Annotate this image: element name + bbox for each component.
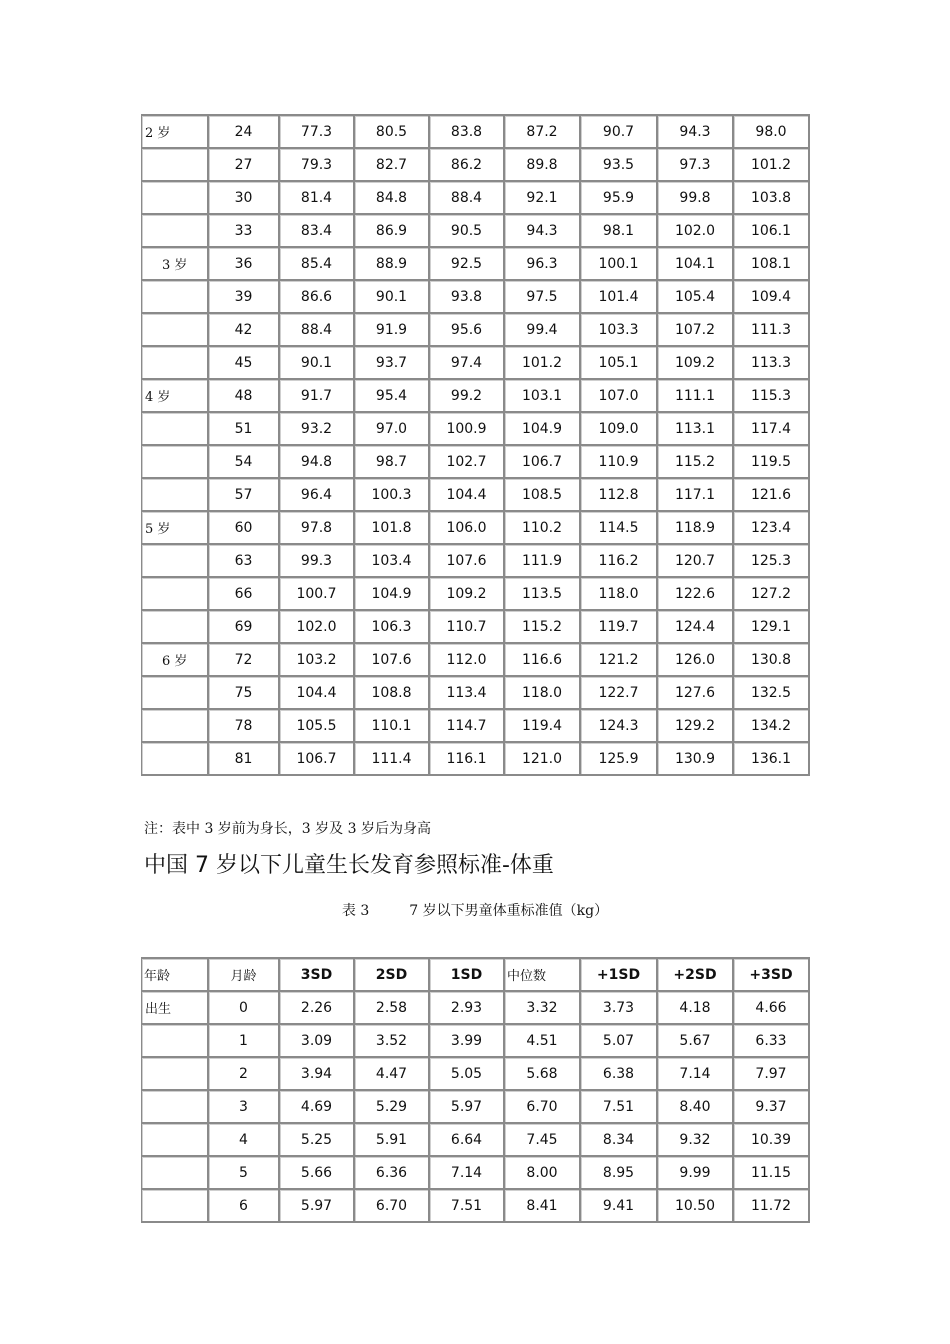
caption-label: 表 3 xyxy=(341,903,370,919)
table-caption xyxy=(0,900,950,920)
section-title: 中国 7 岁以下儿童生长发育参照标准-体重 xyxy=(144,853,554,878)
value-cell: 118.0 xyxy=(581,578,658,611)
value-cell: 86.9 xyxy=(355,215,430,248)
table-row xyxy=(142,215,810,248)
value-cell: 105.4 xyxy=(658,281,734,314)
month-age-cell: 81 xyxy=(209,743,280,776)
value-cell: 103.1 xyxy=(505,380,581,413)
header-plus-1sd: +1SD xyxy=(581,959,658,992)
age-cell xyxy=(142,677,209,710)
age-cell xyxy=(142,314,209,347)
value-cell: 3.32 xyxy=(505,992,581,1025)
value-cell: 100.1 xyxy=(581,248,658,281)
age-cell: 5 岁 xyxy=(142,512,209,545)
value-cell: 114.7 xyxy=(430,710,505,743)
value-cell: 77.3 xyxy=(280,116,355,149)
value-cell: 119.7 xyxy=(581,611,658,644)
value-cell: 10.50 xyxy=(658,1190,734,1223)
month-age-cell: 4 xyxy=(209,1124,280,1157)
age-cell xyxy=(142,413,209,446)
value-cell: 3.94 xyxy=(280,1058,355,1091)
value-cell: 5.91 xyxy=(355,1124,430,1157)
month-age-cell: 27 xyxy=(209,149,280,182)
age-cell xyxy=(142,182,209,215)
value-cell: 79.3 xyxy=(280,149,355,182)
table-row xyxy=(142,1190,810,1223)
value-cell: 118.9 xyxy=(658,512,734,545)
value-cell: 104.4 xyxy=(430,479,505,512)
value-cell: 93.5 xyxy=(581,149,658,182)
value-cell: 106.0 xyxy=(430,512,505,545)
age-cell xyxy=(142,743,209,776)
value-cell: 117.1 xyxy=(658,479,734,512)
month-age-cell: 69 xyxy=(209,611,280,644)
value-cell: 93.2 xyxy=(280,413,355,446)
value-cell: 99.3 xyxy=(280,545,355,578)
value-cell: 111.9 xyxy=(505,545,581,578)
value-cell: 85.4 xyxy=(280,248,355,281)
value-cell: 94.3 xyxy=(658,116,734,149)
value-cell: 124.4 xyxy=(658,611,734,644)
header-minus-2sd: 2SD xyxy=(355,959,430,992)
table-row xyxy=(142,578,810,611)
value-cell: 4.69 xyxy=(280,1091,355,1124)
value-cell: 8.41 xyxy=(505,1190,581,1223)
value-cell: 120.7 xyxy=(658,545,734,578)
value-cell: 7.51 xyxy=(430,1190,505,1223)
value-cell: 5.97 xyxy=(430,1091,505,1124)
table-row xyxy=(142,611,810,644)
age-cell xyxy=(142,281,209,314)
value-cell: 4.66 xyxy=(734,992,810,1025)
value-cell: 110.9 xyxy=(581,446,658,479)
value-cell: 104.4 xyxy=(280,677,355,710)
value-cell: 107.0 xyxy=(581,380,658,413)
value-cell: 7.51 xyxy=(581,1091,658,1124)
header-median: 中位数 xyxy=(505,959,581,992)
value-cell: 95.6 xyxy=(430,314,505,347)
age-cell xyxy=(142,1157,209,1190)
value-cell: 115.3 xyxy=(734,380,810,413)
month-age-cell: 0 xyxy=(209,992,280,1025)
table-row xyxy=(142,677,810,710)
value-cell: 99.4 xyxy=(505,314,581,347)
value-cell: 9.99 xyxy=(658,1157,734,1190)
value-cell: 96.3 xyxy=(505,248,581,281)
value-cell: 117.4 xyxy=(734,413,810,446)
table-row xyxy=(142,479,810,512)
table-row xyxy=(142,281,810,314)
value-cell: 88.4 xyxy=(430,182,505,215)
value-cell: 121.0 xyxy=(505,743,581,776)
age-cell: 出生 xyxy=(142,992,209,1025)
value-cell: 96.4 xyxy=(280,479,355,512)
value-cell: 110.1 xyxy=(355,710,430,743)
value-cell: 7.14 xyxy=(658,1058,734,1091)
value-cell: 101.4 xyxy=(581,281,658,314)
value-cell: 81.4 xyxy=(280,182,355,215)
month-age-cell: 45 xyxy=(209,347,280,380)
header-age: 年龄 xyxy=(142,959,209,992)
value-cell: 109.2 xyxy=(658,347,734,380)
value-cell: 97.3 xyxy=(658,149,734,182)
value-cell: 92.5 xyxy=(430,248,505,281)
value-cell: 110.7 xyxy=(430,611,505,644)
value-cell: 8.00 xyxy=(505,1157,581,1190)
value-cell: 95.4 xyxy=(355,380,430,413)
value-cell: 93.7 xyxy=(355,347,430,380)
value-cell: 113.3 xyxy=(734,347,810,380)
value-cell: 97.5 xyxy=(505,281,581,314)
value-cell: 113.4 xyxy=(430,677,505,710)
value-cell: 3.52 xyxy=(355,1025,430,1058)
age-cell: 2 岁 xyxy=(142,116,209,149)
value-cell: 113.5 xyxy=(505,578,581,611)
value-cell: 115.2 xyxy=(658,446,734,479)
value-cell: 98.1 xyxy=(581,215,658,248)
age-cell: 3 岁 xyxy=(142,248,209,281)
value-cell: 132.5 xyxy=(734,677,810,710)
value-cell: 100.7 xyxy=(280,578,355,611)
value-cell: 101.8 xyxy=(355,512,430,545)
value-cell: 106.3 xyxy=(355,611,430,644)
table-row xyxy=(142,1058,810,1091)
month-age-cell: 39 xyxy=(209,281,280,314)
month-age-cell: 36 xyxy=(209,248,280,281)
value-cell: 5.97 xyxy=(280,1190,355,1223)
month-age-cell: 48 xyxy=(209,380,280,413)
header-plus-2sd: +2SD xyxy=(658,959,734,992)
value-cell: 2.58 xyxy=(355,992,430,1025)
value-cell: 2.93 xyxy=(430,992,505,1025)
value-cell: 108.5 xyxy=(505,479,581,512)
table-row xyxy=(142,413,810,446)
value-cell: 108.1 xyxy=(734,248,810,281)
value-cell: 6.36 xyxy=(355,1157,430,1190)
value-cell: 9.41 xyxy=(581,1190,658,1223)
value-cell: 97.4 xyxy=(430,347,505,380)
value-cell: 10.39 xyxy=(734,1124,810,1157)
header-minus-3sd: 3SD xyxy=(280,959,355,992)
month-age-cell: 2 xyxy=(209,1058,280,1091)
table-row xyxy=(142,182,810,215)
height-standard-table xyxy=(141,114,810,776)
value-cell: 7.45 xyxy=(505,1124,581,1157)
table-row xyxy=(142,1124,810,1157)
value-cell: 111.4 xyxy=(355,743,430,776)
value-cell: 93.8 xyxy=(430,281,505,314)
month-age-cell: 33 xyxy=(209,215,280,248)
age-cell xyxy=(142,611,209,644)
value-cell: 119.5 xyxy=(734,446,810,479)
value-cell: 3.09 xyxy=(280,1025,355,1058)
age-cell xyxy=(142,1091,209,1124)
month-age-cell: 63 xyxy=(209,545,280,578)
value-cell: 134.2 xyxy=(734,710,810,743)
value-cell: 99.2 xyxy=(430,380,505,413)
value-cell: 122.6 xyxy=(658,578,734,611)
value-cell: 5.68 xyxy=(505,1058,581,1091)
age-cell xyxy=(142,347,209,380)
value-cell: 109.0 xyxy=(581,413,658,446)
value-cell: 6.70 xyxy=(355,1190,430,1223)
value-cell: 5.05 xyxy=(430,1058,505,1091)
value-cell: 129.2 xyxy=(658,710,734,743)
value-cell: 112.8 xyxy=(581,479,658,512)
value-cell: 2.26 xyxy=(280,992,355,1025)
value-cell: 105.5 xyxy=(280,710,355,743)
value-cell: 104.9 xyxy=(505,413,581,446)
value-cell: 104.1 xyxy=(658,248,734,281)
value-cell: 136.1 xyxy=(734,743,810,776)
value-cell: 90.1 xyxy=(280,347,355,380)
value-cell: 129.1 xyxy=(734,611,810,644)
header-plus-3sd: +3SD xyxy=(734,959,810,992)
table-row xyxy=(142,644,810,677)
value-cell: 5.25 xyxy=(280,1124,355,1157)
age-cell xyxy=(142,1124,209,1157)
value-cell: 107.6 xyxy=(430,545,505,578)
value-cell: 109.4 xyxy=(734,281,810,314)
value-cell: 111.3 xyxy=(734,314,810,347)
value-cell: 130.9 xyxy=(658,743,734,776)
value-cell: 105.1 xyxy=(581,347,658,380)
age-cell xyxy=(142,1025,209,1058)
value-cell: 9.32 xyxy=(658,1124,734,1157)
value-cell: 94.3 xyxy=(505,215,581,248)
month-age-cell: 24 xyxy=(209,116,280,149)
value-cell: 97.0 xyxy=(355,413,430,446)
table-row xyxy=(142,512,810,545)
value-cell: 83.4 xyxy=(280,215,355,248)
month-age-cell: 72 xyxy=(209,644,280,677)
weight-header-row xyxy=(142,959,810,992)
table-row xyxy=(142,347,810,380)
month-age-cell: 5 xyxy=(209,1157,280,1190)
caption-text: 7 岁以下男童体重标准值（kg） xyxy=(409,903,609,919)
value-cell: 104.9 xyxy=(355,578,430,611)
month-age-cell: 57 xyxy=(209,479,280,512)
month-age-cell: 54 xyxy=(209,446,280,479)
value-cell: 127.6 xyxy=(658,677,734,710)
age-cell xyxy=(142,1058,209,1091)
month-age-cell: 42 xyxy=(209,314,280,347)
value-cell: 7.14 xyxy=(430,1157,505,1190)
table-row xyxy=(142,380,810,413)
header-minus-1sd: 1SD xyxy=(430,959,505,992)
age-cell: 4 岁 xyxy=(142,380,209,413)
value-cell: 87.2 xyxy=(505,116,581,149)
value-cell: 90.1 xyxy=(355,281,430,314)
value-cell: 88.4 xyxy=(280,314,355,347)
header-month-age: 月龄 xyxy=(209,959,280,992)
value-cell: 89.8 xyxy=(505,149,581,182)
month-age-cell: 66 xyxy=(209,578,280,611)
month-age-cell: 6 xyxy=(209,1190,280,1223)
table-row xyxy=(142,992,810,1025)
value-cell: 102.7 xyxy=(430,446,505,479)
value-cell: 103.8 xyxy=(734,182,810,215)
value-cell: 11.72 xyxy=(734,1190,810,1223)
month-age-cell: 3 xyxy=(209,1091,280,1124)
value-cell: 127.2 xyxy=(734,578,810,611)
value-cell: 106.1 xyxy=(734,215,810,248)
value-cell: 107.2 xyxy=(658,314,734,347)
height-table-body xyxy=(142,116,810,776)
weight-table-body xyxy=(142,992,810,1223)
month-age-cell: 78 xyxy=(209,710,280,743)
value-cell: 86.6 xyxy=(280,281,355,314)
value-cell: 115.2 xyxy=(505,611,581,644)
age-cell: 6 岁 xyxy=(142,644,209,677)
value-cell: 98.0 xyxy=(734,116,810,149)
table-row xyxy=(142,446,810,479)
value-cell: 107.6 xyxy=(355,644,430,677)
table-row xyxy=(142,1025,810,1058)
value-cell: 116.2 xyxy=(581,545,658,578)
value-cell: 92.1 xyxy=(505,182,581,215)
value-cell: 3.73 xyxy=(581,992,658,1025)
value-cell: 3.99 xyxy=(430,1025,505,1058)
value-cell: 100.3 xyxy=(355,479,430,512)
age-cell xyxy=(142,149,209,182)
value-cell: 90.7 xyxy=(581,116,658,149)
value-cell: 80.5 xyxy=(355,116,430,149)
value-cell: 4.47 xyxy=(355,1058,430,1091)
value-cell: 130.8 xyxy=(734,644,810,677)
value-cell: 8.34 xyxy=(581,1124,658,1157)
value-cell: 8.40 xyxy=(658,1091,734,1124)
value-cell: 99.8 xyxy=(658,182,734,215)
value-cell: 116.6 xyxy=(505,644,581,677)
value-cell: 91.7 xyxy=(280,380,355,413)
month-age-cell: 51 xyxy=(209,413,280,446)
value-cell: 9.37 xyxy=(734,1091,810,1124)
value-cell: 6.70 xyxy=(505,1091,581,1124)
value-cell: 119.4 xyxy=(505,710,581,743)
value-cell: 103.2 xyxy=(280,644,355,677)
value-cell: 102.0 xyxy=(658,215,734,248)
value-cell: 7.97 xyxy=(734,1058,810,1091)
value-cell: 6.33 xyxy=(734,1025,810,1058)
value-cell: 86.2 xyxy=(430,149,505,182)
age-cell xyxy=(142,215,209,248)
value-cell: 113.1 xyxy=(658,413,734,446)
table-row xyxy=(142,314,810,347)
table-row xyxy=(142,1091,810,1124)
value-cell: 102.0 xyxy=(280,611,355,644)
value-cell: 100.9 xyxy=(430,413,505,446)
value-cell: 4.51 xyxy=(505,1025,581,1058)
value-cell: 97.8 xyxy=(280,512,355,545)
value-cell: 111.1 xyxy=(658,380,734,413)
month-age-cell: 30 xyxy=(209,182,280,215)
value-cell: 5.66 xyxy=(280,1157,355,1190)
value-cell: 8.95 xyxy=(581,1157,658,1190)
value-cell: 103.4 xyxy=(355,545,430,578)
value-cell: 124.3 xyxy=(581,710,658,743)
weight-standard-table xyxy=(141,957,810,1223)
value-cell: 118.0 xyxy=(505,677,581,710)
value-cell: 116.1 xyxy=(430,743,505,776)
value-cell: 109.2 xyxy=(430,578,505,611)
value-cell: 106.7 xyxy=(505,446,581,479)
value-cell: 101.2 xyxy=(734,149,810,182)
value-cell: 108.8 xyxy=(355,677,430,710)
age-cell xyxy=(142,479,209,512)
table-row xyxy=(142,1157,810,1190)
table-row xyxy=(142,545,810,578)
age-cell xyxy=(142,1190,209,1223)
value-cell: 125.9 xyxy=(581,743,658,776)
value-cell: 94.8 xyxy=(280,446,355,479)
value-cell: 6.38 xyxy=(581,1058,658,1091)
month-age-cell: 75 xyxy=(209,677,280,710)
value-cell: 5.67 xyxy=(658,1025,734,1058)
value-cell: 114.5 xyxy=(581,512,658,545)
value-cell: 121.2 xyxy=(581,644,658,677)
value-cell: 82.7 xyxy=(355,149,430,182)
table-row xyxy=(142,116,810,149)
value-cell: 123.4 xyxy=(734,512,810,545)
value-cell: 125.3 xyxy=(734,545,810,578)
age-cell xyxy=(142,710,209,743)
value-cell: 122.7 xyxy=(581,677,658,710)
value-cell: 95.9 xyxy=(581,182,658,215)
table-row xyxy=(142,248,810,281)
value-cell: 4.18 xyxy=(658,992,734,1025)
age-cell xyxy=(142,578,209,611)
value-cell: 88.9 xyxy=(355,248,430,281)
value-cell: 112.0 xyxy=(430,644,505,677)
value-cell: 110.2 xyxy=(505,512,581,545)
table-row xyxy=(142,149,810,182)
value-cell: 121.6 xyxy=(734,479,810,512)
value-cell: 90.5 xyxy=(430,215,505,248)
table-row xyxy=(142,743,810,776)
value-cell: 84.8 xyxy=(355,182,430,215)
age-cell xyxy=(142,446,209,479)
value-cell: 91.9 xyxy=(355,314,430,347)
age-cell xyxy=(142,545,209,578)
value-cell: 101.2 xyxy=(505,347,581,380)
month-age-cell: 60 xyxy=(209,512,280,545)
value-cell: 5.07 xyxy=(581,1025,658,1058)
value-cell: 11.15 xyxy=(734,1157,810,1190)
value-cell: 83.8 xyxy=(430,116,505,149)
table-row xyxy=(142,710,810,743)
value-cell: 6.64 xyxy=(430,1124,505,1157)
value-cell: 98.7 xyxy=(355,446,430,479)
value-cell: 103.3 xyxy=(581,314,658,347)
value-cell: 106.7 xyxy=(280,743,355,776)
table-note: 注：表中 3 岁前为身长，3 岁及 3 岁后为身高 xyxy=(144,821,431,837)
value-cell: 126.0 xyxy=(658,644,734,677)
value-cell: 5.29 xyxy=(355,1091,430,1124)
month-age-cell: 1 xyxy=(209,1025,280,1058)
